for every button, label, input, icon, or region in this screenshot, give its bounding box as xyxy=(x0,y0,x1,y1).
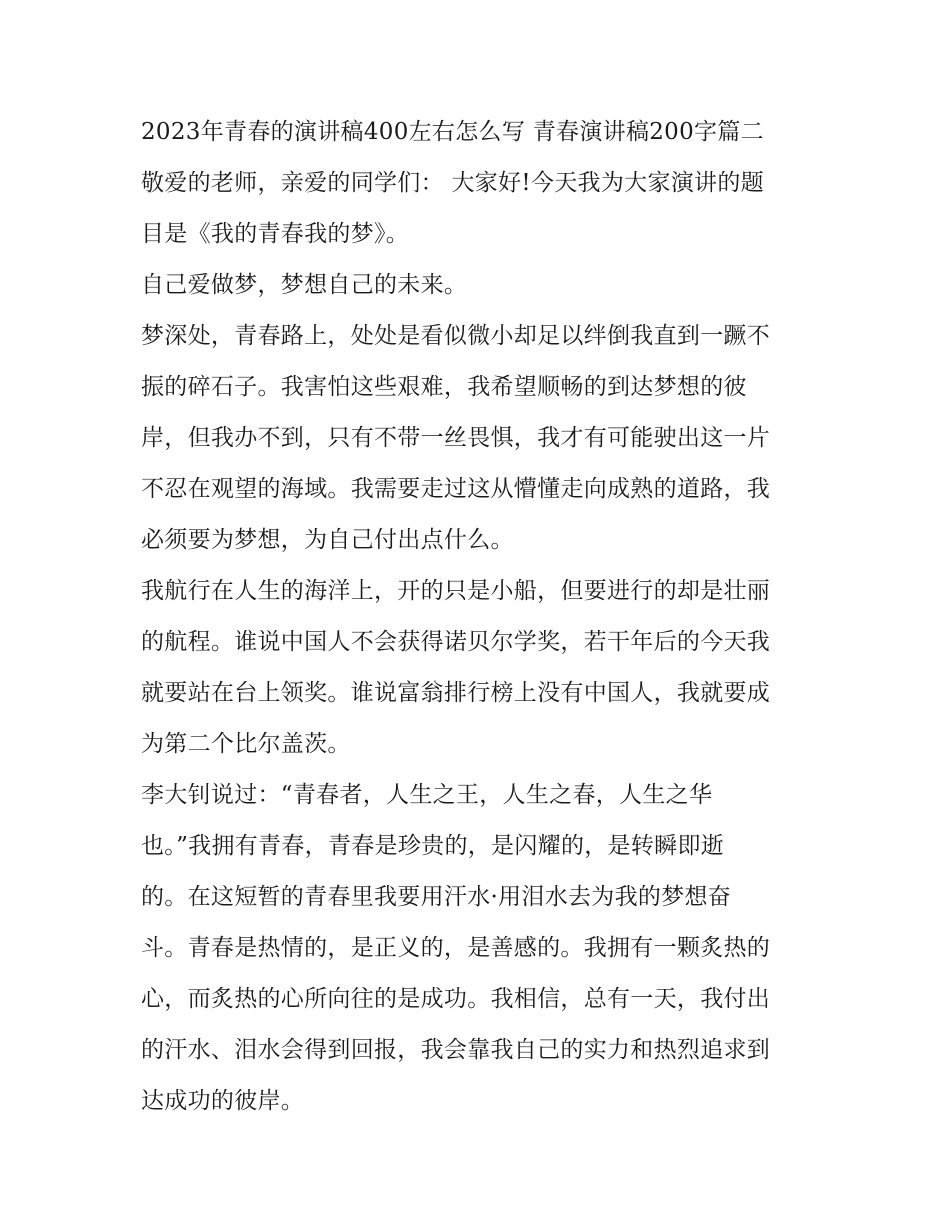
text-line: 梦深处，青春路上，处处是看似微小却足以绊倒我直到一蹶不 xyxy=(141,323,771,349)
document-body xyxy=(141,107,821,1127)
text-line: 振的碎石子。我害怕这些艰难，我希望顺畅的到达梦想的彼 xyxy=(141,374,747,400)
text-line: 敬爱的老师，亲爱的同学们： 大家好!今天我为大家演讲的题 xyxy=(141,170,764,196)
text-line: 心，而炙热的心所向往的是成功。我相信，总有一天，我付出 xyxy=(141,986,771,1012)
text-line: 自己爱做梦，梦想自己的未来。 xyxy=(141,272,468,298)
text-line: 不忍在观望的海域。我需要走过这从懵懂走向成熟的道路，我 xyxy=(141,476,771,502)
text-line: 岸，但我办不到，只有不带一丝畏惧，我才有可能驶出这一片 xyxy=(141,425,771,451)
text-line: 的。在这短暂的青春里我要用汗水·用泪水去为我的梦想奋 xyxy=(141,884,732,910)
text-line: 目是《我的青春我的梦》。 xyxy=(141,221,410,247)
text-line: 的航程。谁说中国人不会获得诺贝尔学奖，若干年后的今天我 xyxy=(141,629,771,655)
text-line: 就要站在台上领奖。谁说富翁排行榜上没有中国人，我就要成 xyxy=(141,680,771,706)
text-line: 达成功的彼岸。 xyxy=(141,1088,305,1114)
text-line: 的汗水、泪水会得到回报，我会靠我自己的实力和热烈追求到 xyxy=(141,1037,771,1063)
text-line: 李大钊说过：“青春者，人生之王，人生之春，人生之华 xyxy=(141,782,713,808)
text-line: 2023年青春的演讲稿400左右怎么写 青春演讲稿200字篇二 xyxy=(141,119,764,145)
text-line: 必须要为梦想，为自己付出点什么。 xyxy=(141,527,514,553)
text-line: 斗。青春是热情的，是正义的，是善感的。我拥有一颗炙热的 xyxy=(141,935,771,961)
text-line: 为第二个比尔盖茨。 xyxy=(141,731,351,757)
text-line: 我航行在人生的海洋上，开的只是小船，但要进行的却是壮丽 xyxy=(141,578,771,604)
text-line: 也。”我拥有青春，青春是珍贵的，是闪耀的，是转瞬即逝 xyxy=(141,833,725,859)
